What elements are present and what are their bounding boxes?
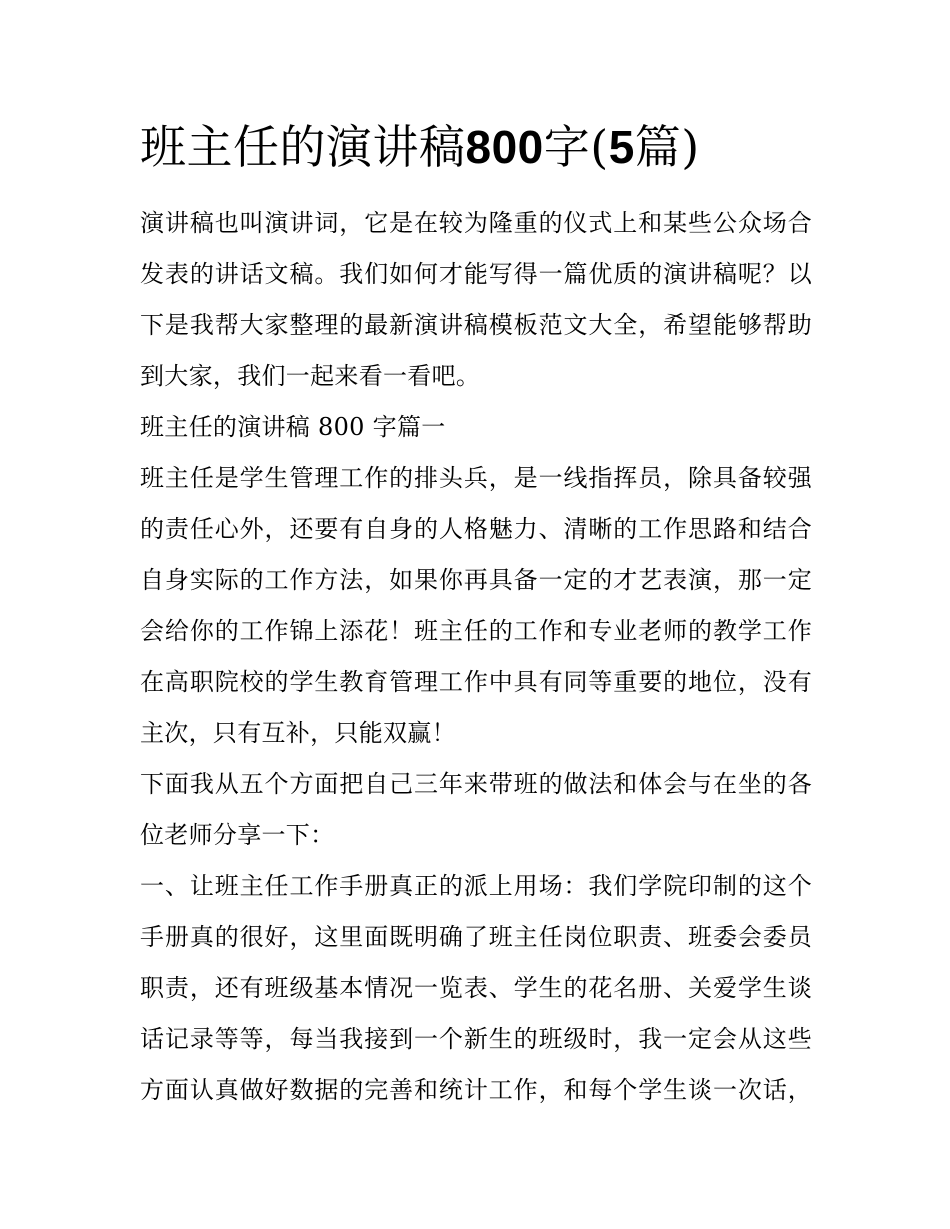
paragraph-line: 手册真的很好，这里面既明确了班主任岗位职责、班委会委员 — [140, 923, 812, 951]
paragraph-line: 到大家，我们一起来看一看吧。 — [140, 362, 481, 390]
paragraph-line: 位老师分享一下： — [140, 821, 335, 849]
document-content — [140, 118, 812, 1116]
paragraph-line: 下面我从五个方面把自己三年来带班的做法和体会与在坐的各 — [140, 770, 812, 798]
section-heading: 班主任的演讲稿 800 字篇一 — [140, 413, 446, 441]
title-count: 5 — [608, 121, 635, 173]
paragraph-line: 在高职院校的学生教育管理工作中具有同等重要的地位，没有 — [140, 668, 812, 696]
paragraph-line: 演讲稿也叫演讲词，它是在较为隆重的仪式上和某些公众场合 — [140, 209, 812, 237]
title-prefix: 班主任的演讲稿 — [140, 120, 466, 174]
paragraph-line: 的责任心外，还要有自身的人格魅力、清晰的工作思路和结合 — [140, 515, 812, 543]
paragraph-line: 话记录等等，每当我接到一个新生的班级时，我一定会从这些 — [140, 1025, 812, 1053]
paragraph-line: 自身实际的工作方法，如果你再具备一定的才艺表演，那一定 — [140, 566, 812, 594]
paragraph-line: 会给你的工作锦上添花！班主任的工作和专业老师的教学工作 — [140, 617, 812, 645]
body-text — [140, 198, 812, 1116]
page-title — [140, 118, 812, 176]
title-middle: 字( — [543, 120, 609, 174]
paragraph-line: 下是我帮大家整理的最新演讲稿模板范文大全，希望能够帮助 — [140, 311, 812, 339]
title-number: 800 — [465, 121, 544, 173]
paragraph-line: 方面认真做好数据的完善和统计工作，和每个学生谈一次话， — [140, 1076, 812, 1104]
paragraph-line: 职责，还有班级基本情况一览表、学生的花名册、关爱学生谈 — [140, 974, 812, 1002]
title-suffix: 篇) — [634, 120, 700, 174]
paragraph-line: 班主任是学生管理工作的排头兵，是一线指挥员，除具备较强 — [140, 464, 812, 492]
paragraph-line: 发表的讲话文稿。我们如何才能写得一篇优质的演讲稿呢？以 — [140, 260, 812, 288]
paragraph-line: 一、让班主任工作手册真正的派上用场：我们学院印制的这个 — [140, 872, 812, 900]
paragraph-line: 主次，只有互补，只能双赢！ — [140, 719, 456, 747]
